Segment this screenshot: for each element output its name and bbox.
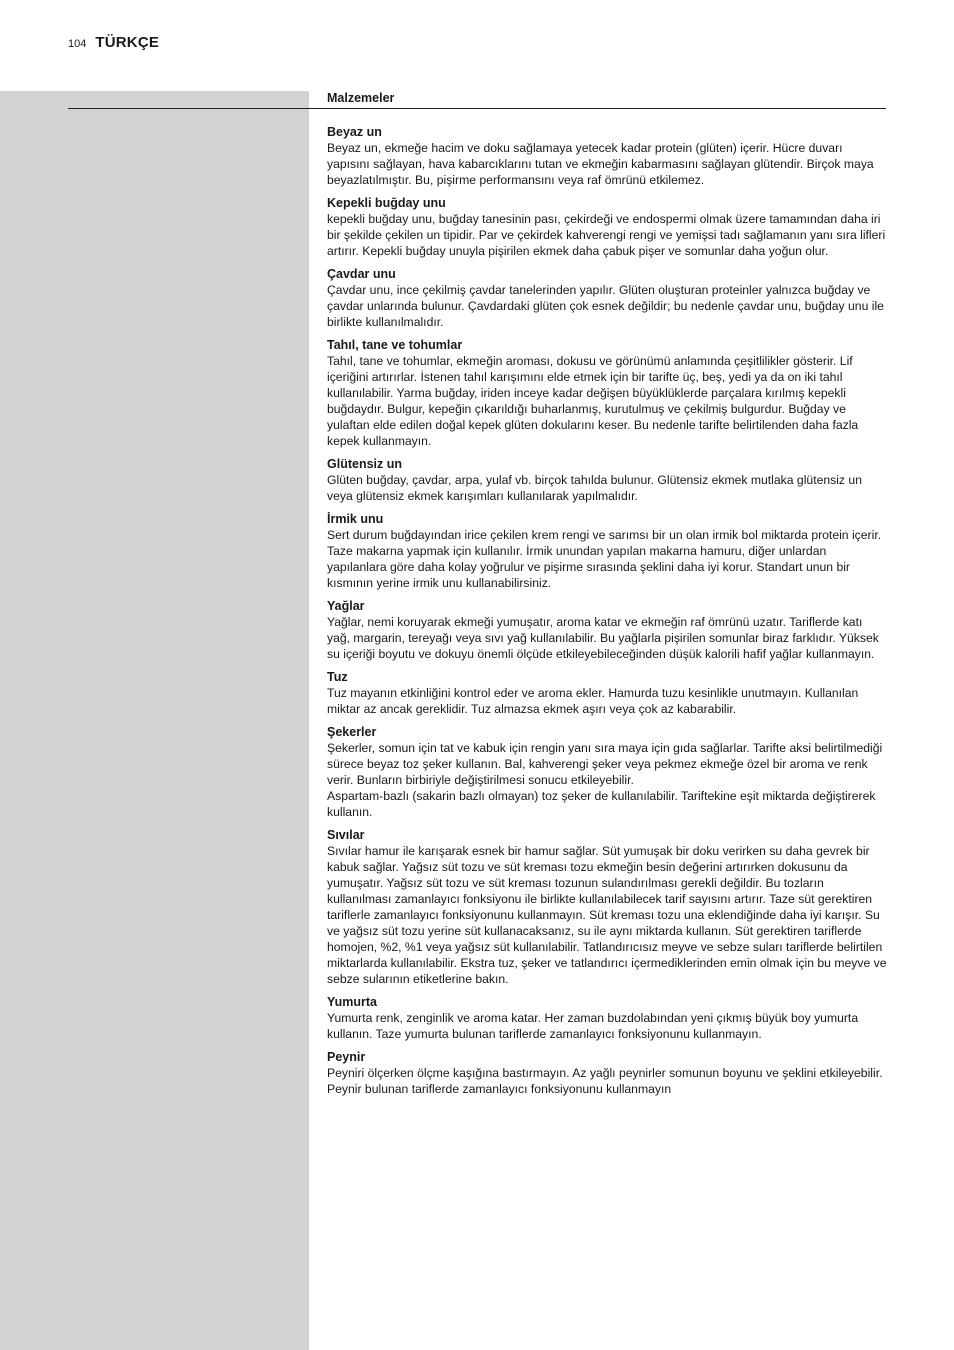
ingredient-entry [327, 124, 887, 188]
ingredient-description: Aspartam-bazlı (sakarin bazlı olmayan) toz şeker de kullanılabilir. Tariftekine eşit miktarda değiştirerek kullanın. [327, 789, 876, 819]
ingredient-title: Çavdar unu [327, 267, 396, 281]
ingredient-entry [327, 195, 887, 259]
ingredient-title: Beyaz un [327, 125, 382, 139]
ingredient-description: Peyniri ölçerken ölçme kaşığına bastırmayın. Az yağlı peynirler somunun boyunu ve şeklini etkileyebilir. Peynir bulunan tariflerde zamanlayıcı fonksiyonunu kullanmayın [327, 1066, 883, 1096]
ingredient-description: Tahıl, tane ve tohumlar, ekmeğin aroması, dokusu ve görünümü anlamında çeşitlilikler gösterir. Lif içeriğini artırırlar. İstenen tahıl karışımını elde etmek için bir tarifte üç, beş, yedi ya da on iki tahıl kullanılabilir. Yarma buğday, iriden inceye kadar değişen büyüklüklerde parçalara kırılmış kepekli buğdaydır. Bulgur, kepeğin çıkarıldığı buharlanmış, kurutulmuş ve çekilmiş bulgurdur. Buğday ve yulaftan elde edilen doğal kepek glüten dokularını keser. Bu nedenle tarifte belirtilenden daha fazla kepek kullanmayın. [327, 354, 859, 448]
ingredient-description: Şekerler, somun için tat ve kabuk için rengin yanı sıra maya için gıda sağlarlar. Tarifte aksi belirtilmediği sürece beyaz toz şeker kullanın. Bal, kahverengi şeker veya pekmez ekmeğe özel bir aroma ve renk verir. Bunların birbiriyle değiştirilmesi sonucu etkileyebilir. [327, 741, 883, 787]
section-title: Malzemeler [327, 91, 395, 105]
ingredient-title: İrmik unu [327, 512, 384, 526]
section-divider [68, 108, 886, 109]
ingredient-description: Beyaz un, ekmeğe hacim ve doku sağlamaya yetecek kadar protein (glüten) içerir. Hücre duvarı yapısını sağlayan, hava kabarcıklarını tutan ve ekmeğin kabarmasını sağlayan glütendir. Birçok maya beyazlatılmıştır. Bu, pişirme performansını veya raf ömrünü etkilemez. [327, 141, 874, 187]
ingredient-entry [327, 598, 887, 662]
page-header [68, 34, 159, 51]
ingredient-description: Tuz mayanın etkinliğini kontrol eder ve aroma ekler. Hamurda tuzu kesinlikle unutmayın. Kullanılan miktar az ancak gereklidir. Tuz almazsa ekmek aşırı veya çok az kabarabilir. [327, 686, 859, 716]
ingredient-entry [327, 827, 887, 987]
ingredient-description: Yağlar, nemi koruyarak ekmeği yumuşatır, aroma katar ve ekmeğin raf ömrünü uzatır. Tariflerde katı yağ, margarin, tereyağı veya sıvı yağ kullanılabilir. Bu yağlarla pişirilen somunlar biraz farklıdır. Yüksek su içeriği boyutu ve dokuyu önemli ölçüde etkileyebileceğinden düşük kalorili hafif yağlar kullanmayın. [327, 615, 879, 661]
language-label: TÜRKÇE [95, 34, 160, 51]
ingredient-description: Glüten buğday, çavdar, arpa, yulaf vb. birçok tahılda bulunur. Glütensiz ekmek mutlaka glütensiz un veya glütensiz ekmek karışımları kullanılarak yapılmalıdır. [327, 473, 862, 503]
page-number: 104 [68, 38, 87, 50]
ingredient-entry [327, 669, 887, 717]
ingredient-title: Glütensiz un [327, 457, 402, 471]
ingredients-list [327, 124, 887, 1104]
ingredient-description: Sıvılar hamur ile karışarak esnek bir hamur sağlar. Süt yumuşak bir doku verirken su daha gevrek bir kabuk sağlar. Yağsız süt tozu ve süt kreması tozu ekmeğin besin değerini artırırken dokusunu da yumuşatır. Yağsız süt tozu ve süt kreması tozunun sulandırılması gerekli değildir. Bu tozların kullanılması zamanlayıcı fonksiyonu ile birlikte kullanılabilecek tarif sayısını artırır. Taze süt gerektiren tariflerle zamanlayıcı fonksiyonunu kullanmayın. Süt kreması tozu una eklendiğinde daha iyi karışır. Su ve yağsız süt tozu yerine süt kullanacaksanız, su ile aynı miktarda kullanın. Süt gerektiren tariflerde homojen, %2, %1 veya yağsız süt kullanılabilir. Tatlandırıcısız meyve ve sebze suları tariflerde belirtilen miktarlarda kullanılabilir. Ekstra tuz, şeker ve tatlandırıcı içermediklerinden emin olmak için bu meyve ve sebze sularının etiketlerine bakın. [327, 844, 887, 986]
ingredient-description: Çavdar unu, ince çekilmiş çavdar tanelerinden yapılır. Glüten oluşturan proteinler yalnızca buğday ve çavdar unlarında bulunur. Çavdardaki glüten çok esnek değildir; bu nedenle çavdar unu, buğday unu ile birlikte kullanılmalıdır. [327, 283, 884, 329]
ingredient-entry [327, 266, 887, 330]
ingredient-title: Tuz [327, 670, 348, 684]
ingredient-entry [327, 1049, 887, 1097]
ingredient-description: Sert durum buğdayından irice çekilen krem rengi ve sarımsı bir un olan irmik bol miktarda protein içerir. Taze makarna yapmak için kullanılır. İrmik unundan yapılan makarna hamuru, diğer unlardan yapılanlara göre daha kolay yoğrulur ve pişirme sırasında şeklini daha iyi korur. Standart unun bir kısmının yerine irmik unu kullanabilirsiniz. [327, 528, 882, 590]
ingredient-description: Yumurta renk, zenginlik ve aroma katar. Her zaman buzdolabından yeni çıkmış büyük boy yumurta kullanın. Taze yumurta bulunan tariflerde zamanlayıcı fonksiyonunu kullanmayın. [327, 1011, 859, 1041]
ingredient-title: Tahıl, tane ve tohumlar [327, 338, 463, 352]
ingredient-entry [327, 456, 887, 504]
ingredient-description: kepekli buğday unu, buğday tanesinin pası, çekirdeği ve endospermi olmak üzere tamamından daha iri bir şekilde çekilen un tipidir. Par ve çekirdek kahverengi rengi ve yemişsi tadı sağlamanın yanı sıra lifleri artırır. Kepekli buğday unuyla pişirilen ekmek daha çabuk pişer ve somunlar daha yoğun olur. [327, 212, 886, 258]
ingredient-title: Peynir [327, 1050, 366, 1064]
ingredient-entry [327, 337, 887, 449]
ingredient-entry [327, 511, 887, 591]
sidebar-gray-panel [0, 91, 309, 1350]
ingredient-title: Yağlar [327, 599, 365, 613]
ingredient-entry [327, 724, 887, 820]
ingredient-title: Şekerler [327, 725, 377, 739]
ingredient-title: Kepekli buğday unu [327, 196, 446, 210]
ingredient-entry [327, 994, 887, 1042]
ingredient-title: Sıvılar [327, 828, 365, 842]
ingredient-title: Yumurta [327, 995, 378, 1009]
